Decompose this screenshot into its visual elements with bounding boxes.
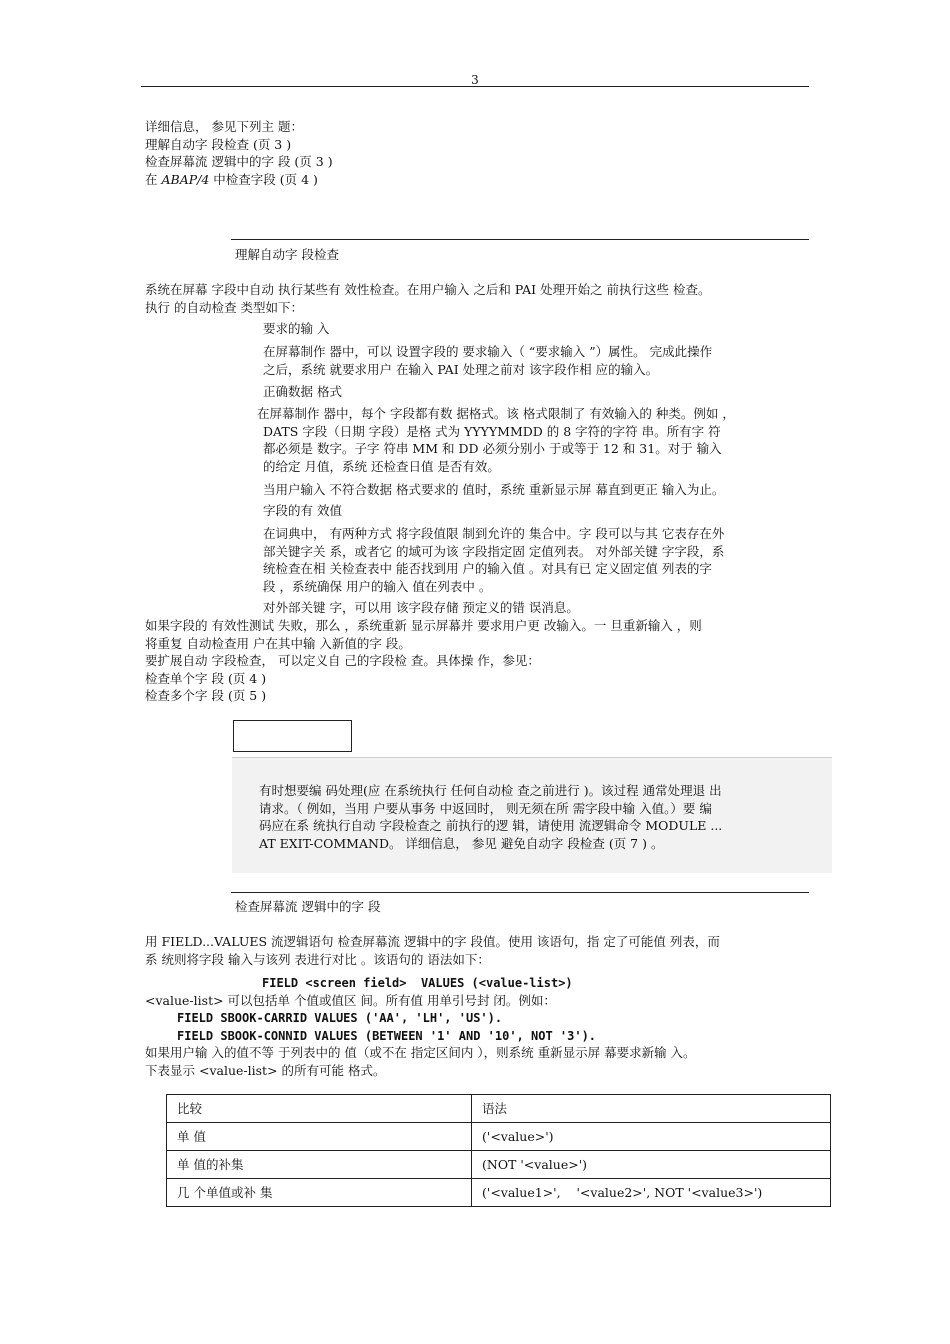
item-line: 在词典中， 有两种方式 将字段值限 制到允许的 集合中。字 段可以与其 它表存在外 [263,526,725,541]
note-label-box [233,720,352,752]
paragraph-line: 执行 的自动检查 类型如下： [145,299,303,315]
item3-note [263,599,808,617]
link-emphasis: ABAP/4 [161,171,210,187]
item-title: 要求的输 入 [263,321,330,336]
section1-para1 [145,281,810,316]
table-row [167,1151,831,1179]
table-cell: (NOT '<value>') [472,1151,831,1179]
paragraph-line: 系统在屏幕 字段中自动 执行某些有 效性检查。在用户输入 之后和 PAI 处理开始之 前执行这些 检查。 [145,282,711,297]
table-header-cell: 语法 [472,1095,831,1123]
code-example-1: FIELD SBOOK-CARRID VALUES ('AA', 'LH', 'US'). [177,1011,503,1025]
section1-para2 [145,617,810,705]
note-panel [232,757,832,873]
table-header-row [167,1095,831,1123]
intro-block [145,118,810,188]
table-cell: 几 个单值或补 集 [167,1179,472,1207]
item1-body [263,343,808,378]
note-text [259,782,814,852]
item-line: 段 ，系统确保 用户的输入 值在列表中 。 [263,578,492,594]
table-cell: 单 值的补集 [167,1151,472,1179]
item3-body [263,525,808,595]
table-cell: 单 值 [167,1123,472,1151]
item-line: 当用户输入 不符合数据 格式要求的 值时，系统 重新显示屏 幕直到更正 输入为止。 [263,482,725,497]
section2-para1 [145,933,810,968]
item-line: 之后，系统 就要求用户 在输入 PAI 处理之前对 该字段作相 应的输入。 [263,361,659,377]
code-syntax: FIELD <screen field> VALUES (<value-list>) [262,976,573,990]
item-line: 都必须是 数字。子字 符串 MM 和 DD 必须分别小 于或等于 12 和 31。对于 输入 [263,441,722,456]
paragraph-line: 下表显示 <value-list> 的所有可能 格式。 [145,1062,386,1078]
section2-heading: 检查屏幕流 逻辑中的字 段 [235,899,381,914]
link-prefix: 在 [145,171,162,187]
paragraph-line: 将重复 自动检查用 户在其中输 入新值的字 段。 [145,635,411,651]
note-line: 有时想要编 码处理(应 在系统执行 任何自动检 查之前进行 )。该过程 通常处理退 出 [259,783,722,798]
item-line: DATS 字段（日期 字段）是格 式为 YYYYMMDD 的 8 字符的字符 串。所有字 符 [263,423,721,439]
item-line: 统检查在相 关检查表中 能否找到用 户的输入值 。对具有已 定义固定值 列表的字 [263,561,712,576]
table-cell: ('<value>') [472,1123,831,1151]
code-example-2: FIELD SBOOK-CONNID VALUES (BETWEEN '1' AND '10', NOT '3'). [177,1029,597,1043]
link-understand-auto-check[interactable]: 理解自动字 段检查 (页 3 ) [145,136,292,152]
item-line: 在屏幕制作 器中，每个 字段都有数 据格式。该 格式限制了 有效输入的 种类。例如 ， [257,406,735,421]
page-number: 3 [471,73,479,87]
paragraph-line: 如果用户输 入的值不等 于列表中的 值（或不在 指定区间内 ），则系统 重新显示屏 幕要求新输 入。 [145,1045,696,1060]
item-line: 对外部关键 字，可以用 该字段存储 预定义的错 误消息。 [263,600,579,615]
paragraph-line: 用 FIELD...VALUES 流逻辑语句 检查屏幕流 逻辑中的字 段值。使用 该语句，指 定了可能值 列表，而 [145,934,720,949]
item2-body [257,405,808,475]
link-suffix: 中检查字段 (页 4 ) [209,171,318,187]
section2-rule [231,892,809,893]
item1 [263,320,808,338]
value-list-table [166,1094,831,1207]
note-line: AT EXIT-COMMAND。 详细信息， 参见 避免自动字 段检查 (页 7 ) 。 [259,835,664,851]
table-row [167,1179,831,1207]
link-check-multiple-fields[interactable]: 检查多个字 段 (页 5 ) [145,688,267,703]
link-check-flow-logic[interactable]: 检查屏幕流 逻辑中的字 段 (页 3 ) [145,154,333,169]
item-title: 字段的有 效值 [263,503,342,518]
link-check-abap[interactable] [145,171,810,189]
item2-note [263,481,808,499]
section1-heading: 理解自动字 段检查 [235,247,339,262]
note-line: 请求。（ 例如，当用 户要从事务 中返回时， 则无须在所 需字段中输 入值。）要 编 [259,800,712,816]
paragraph-line: <value-list> 可以包括单 个值或值区 间。所有值 用单引号封 闭。例如： [145,993,556,1008]
table-header-cell: 比较 [167,1095,472,1123]
section2-para3 [145,1044,810,1079]
header-rule [141,86,809,87]
paragraph-line: 系 统则将字段 输入与该列 表进行对比 。该语句的 语法如下： [145,951,490,967]
item3 [263,502,808,520]
table-cell: ('<value1>', '<value2>', NOT '<value3>') [472,1179,831,1207]
paragraph-line: 如果字段的 有效性测试 失败，那么 ，系统重新 显示屏幕并 要求用户更 改输入。一 旦重新输入 ，则 [145,618,702,633]
note-line: 码应在系 统执行自动 字段检查之 前执行的逻 辑，请使用 流逻辑命令 MODULE ... [259,818,723,833]
section2-para2 [145,992,810,1010]
table-row [167,1123,831,1151]
intro-text: 详细信息， 参见下列主 题： [145,119,303,134]
item-line: 的给定 月值，系统 还检查日值 是否有效。 [263,458,500,474]
section1-rule [231,239,809,240]
item-line: 在屏幕制作 器中，可以 设置字段的 要求输入（ “要求输入 ”）属性。 完成此操作 [263,344,713,359]
paragraph-line: 要扩展自动 字段检查， 可以定义自 己的字段检 查。具体操 作，参见： [145,653,540,668]
item-line: 部关键字关 系，或者它 的域可为该 字段指定固 定值列表。 对外部关键 字字段，系 [263,543,725,559]
item-title: 正确数据 格式 [263,384,342,399]
item2 [263,383,808,401]
link-check-single-field[interactable]: 检查单个字 段 (页 4 ) [145,670,267,686]
